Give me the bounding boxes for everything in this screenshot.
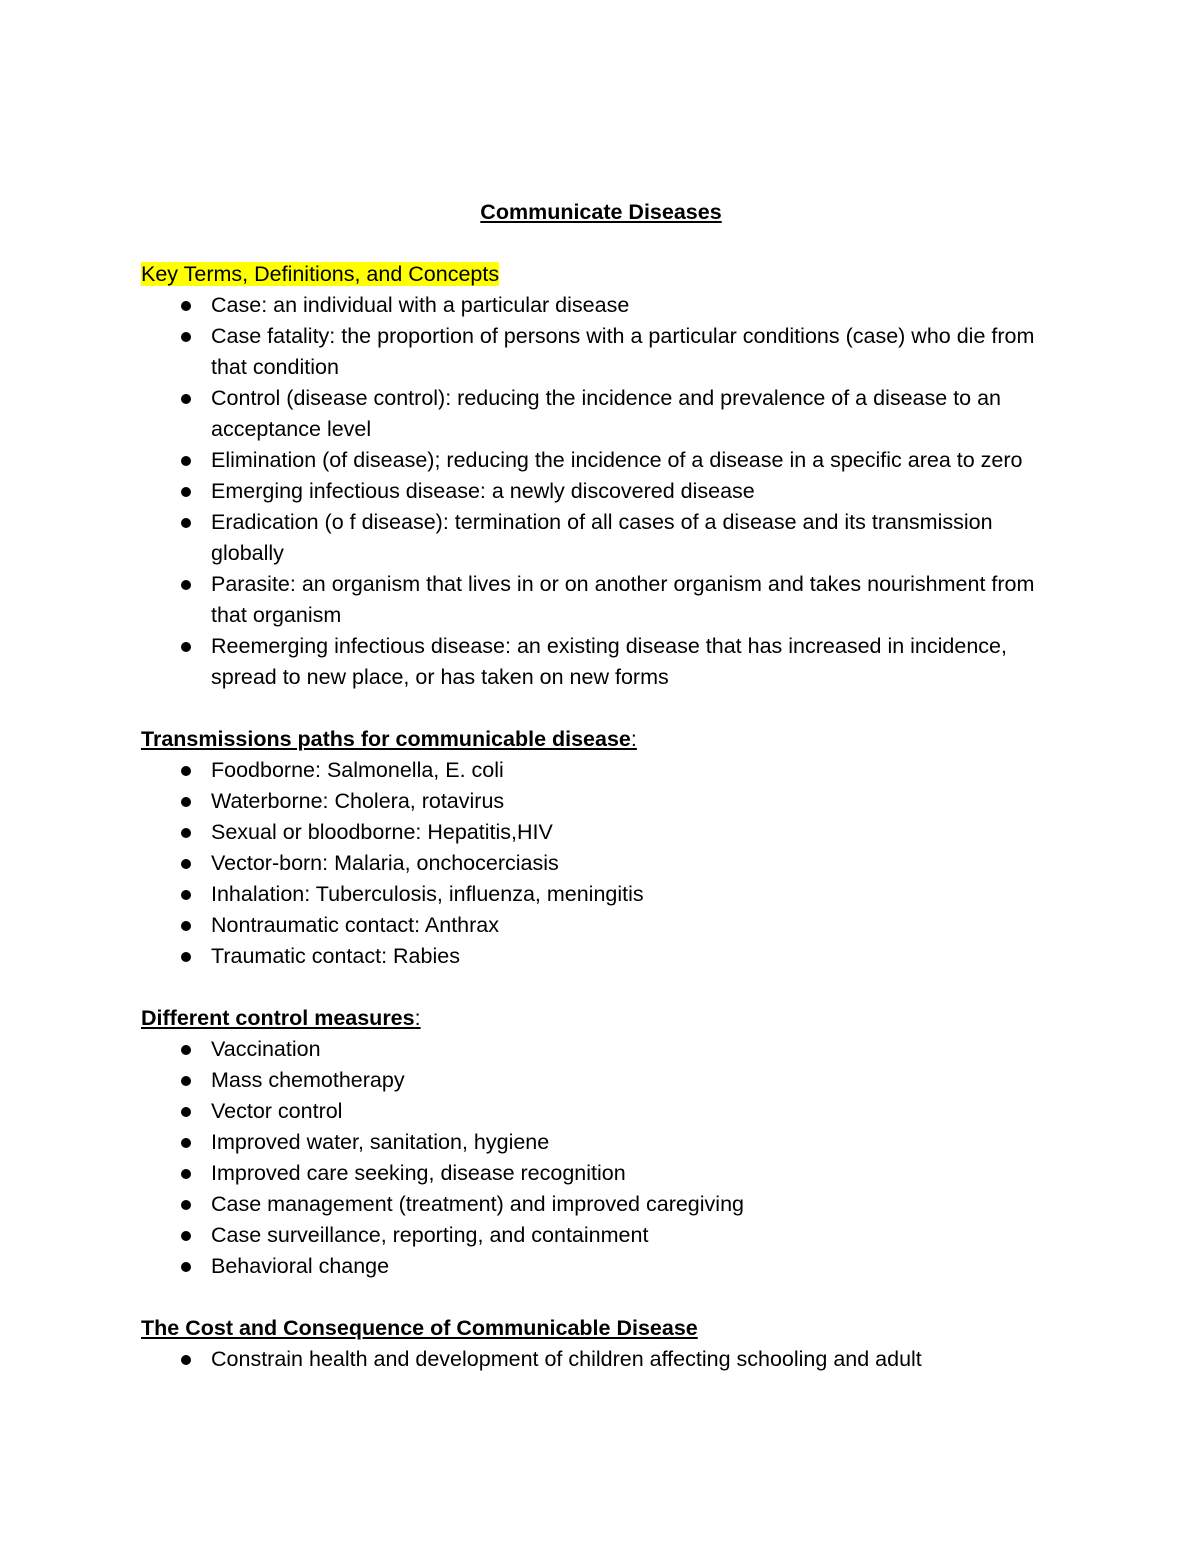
list-item bbox=[141, 848, 1061, 879]
list-item-text: Sexual or bloodborne: Hepatitis,HIV bbox=[211, 820, 553, 844]
list-item bbox=[141, 631, 1061, 693]
list-item bbox=[141, 755, 1061, 786]
bullet-icon bbox=[181, 1231, 191, 1241]
list-item-text: Parasite: an organism that lives in or on another organism and takes nourishment from that organism bbox=[211, 572, 1035, 627]
bullet-icon bbox=[181, 797, 191, 807]
list-item-text: Case: an individual with a particular disease bbox=[211, 293, 630, 317]
bullet-icon bbox=[181, 766, 191, 776]
transmission-list bbox=[141, 755, 1061, 972]
bullet-icon bbox=[181, 952, 191, 962]
list-item bbox=[141, 1189, 1061, 1220]
section-heading-text: Key Terms, Definitions, and Concepts bbox=[141, 262, 500, 286]
list-item bbox=[141, 1344, 1061, 1375]
document-body bbox=[141, 197, 1061, 1375]
list-item-text: Control (disease control): reducing the incidence and prevalence of a disease to an acceptance level bbox=[211, 386, 1002, 441]
page-title: Communicate Diseases bbox=[480, 200, 722, 224]
list-item-text: Inhalation: Tuberculosis, influenza, meningitis bbox=[211, 882, 644, 906]
bullet-icon bbox=[181, 1138, 191, 1148]
list-item-text: Elimination (of disease); reducing the incidence of a disease in a specific area to zero bbox=[211, 448, 1023, 472]
bullet-icon bbox=[181, 642, 191, 652]
spacer bbox=[141, 972, 1061, 1003]
list-item bbox=[141, 1127, 1061, 1158]
bullet-icon bbox=[181, 580, 191, 590]
list-item bbox=[141, 569, 1061, 631]
list-item-text: Improved care seeking, disease recognition bbox=[211, 1161, 626, 1185]
list-item bbox=[141, 321, 1061, 383]
section-heading-control-measures bbox=[141, 1003, 1061, 1034]
bullet-icon bbox=[181, 890, 191, 900]
list-item bbox=[141, 879, 1061, 910]
list-item-text: Vaccination bbox=[211, 1037, 321, 1061]
section-heading-text: Transmissions paths for communicable disease bbox=[141, 727, 631, 751]
list-item-text: Traumatic contact: Rabies bbox=[211, 944, 460, 968]
bullet-icon bbox=[181, 828, 191, 838]
bullet-icon bbox=[181, 1262, 191, 1272]
list-item bbox=[141, 476, 1061, 507]
list-item-text: Behavioral change bbox=[211, 1254, 390, 1278]
list-item bbox=[141, 445, 1061, 476]
list-item bbox=[141, 1220, 1061, 1251]
key-terms-list bbox=[141, 290, 1061, 693]
section-heading-cost-consequence bbox=[141, 1313, 1061, 1344]
section-heading-key-terms bbox=[141, 259, 1061, 290]
list-item-text: Case management (treatment) and improved caregiving bbox=[211, 1192, 744, 1216]
list-item bbox=[141, 941, 1061, 972]
list-item-text: Mass chemotherapy bbox=[211, 1068, 405, 1092]
list-item-text: Vector control bbox=[211, 1099, 343, 1123]
bullet-icon bbox=[181, 1200, 191, 1210]
section-heading-text: Different control measures bbox=[141, 1006, 415, 1030]
list-item bbox=[141, 786, 1061, 817]
list-item bbox=[141, 290, 1061, 321]
list-item bbox=[141, 817, 1061, 848]
section-heading-suffix: : bbox=[630, 727, 637, 751]
bullet-icon bbox=[181, 487, 191, 497]
bullet-icon bbox=[181, 1107, 191, 1117]
list-item bbox=[141, 1251, 1061, 1282]
list-item-text: Case fatality: the proportion of persons with a particular conditions (case) who die from that condition bbox=[211, 324, 1035, 379]
bullet-icon bbox=[181, 1045, 191, 1055]
list-item-text: Case surveillance, reporting, and containment bbox=[211, 1223, 649, 1247]
bullet-icon bbox=[181, 456, 191, 466]
list-item bbox=[141, 1158, 1061, 1189]
list-item bbox=[141, 910, 1061, 941]
spacer bbox=[141, 693, 1061, 724]
spacer bbox=[141, 228, 1061, 259]
list-item-text: Emerging infectious disease: a newly discovered disease bbox=[211, 479, 755, 503]
bullet-icon bbox=[181, 332, 191, 342]
list-item bbox=[141, 1096, 1061, 1127]
list-item bbox=[141, 383, 1061, 445]
bullet-icon bbox=[181, 1076, 191, 1086]
list-item bbox=[141, 507, 1061, 569]
list-item bbox=[141, 1034, 1061, 1065]
bullet-icon bbox=[181, 1169, 191, 1179]
list-item-text: Reemerging infectious disease: an existing disease that has increased in incidence, spread to new place, or has taken on new forms bbox=[211, 634, 1007, 689]
section-heading-transmission bbox=[141, 724, 1061, 755]
list-item-text: Vector-born: Malaria, onchocerciasis bbox=[211, 851, 559, 875]
bullet-icon bbox=[181, 1355, 191, 1365]
bullet-icon bbox=[181, 859, 191, 869]
control-measures-list bbox=[141, 1034, 1061, 1282]
list-item bbox=[141, 1065, 1061, 1096]
bullet-icon bbox=[181, 301, 191, 311]
list-item-text: Constrain health and development of children affecting schooling and adult bbox=[211, 1347, 922, 1371]
bullet-icon bbox=[181, 518, 191, 528]
list-item-text: Foodborne: Salmonella, E. coli bbox=[211, 758, 504, 782]
cost-consequence-list bbox=[141, 1344, 1061, 1375]
list-item-text: Improved water, sanitation, hygiene bbox=[211, 1130, 550, 1154]
list-item-text: Eradication (o f disease): termination of all cases of a disease and its transmission globally bbox=[211, 510, 993, 565]
list-item-text: Nontraumatic contact: Anthrax bbox=[211, 913, 500, 937]
bullet-icon bbox=[181, 394, 191, 404]
spacer bbox=[141, 1282, 1061, 1313]
bullet-icon bbox=[181, 921, 191, 931]
list-item-text: Waterborne: Cholera, rotavirus bbox=[211, 789, 505, 813]
section-heading-text: The Cost and Consequence of Communicable Disease bbox=[141, 1316, 698, 1340]
section-heading-suffix: : bbox=[414, 1006, 421, 1030]
